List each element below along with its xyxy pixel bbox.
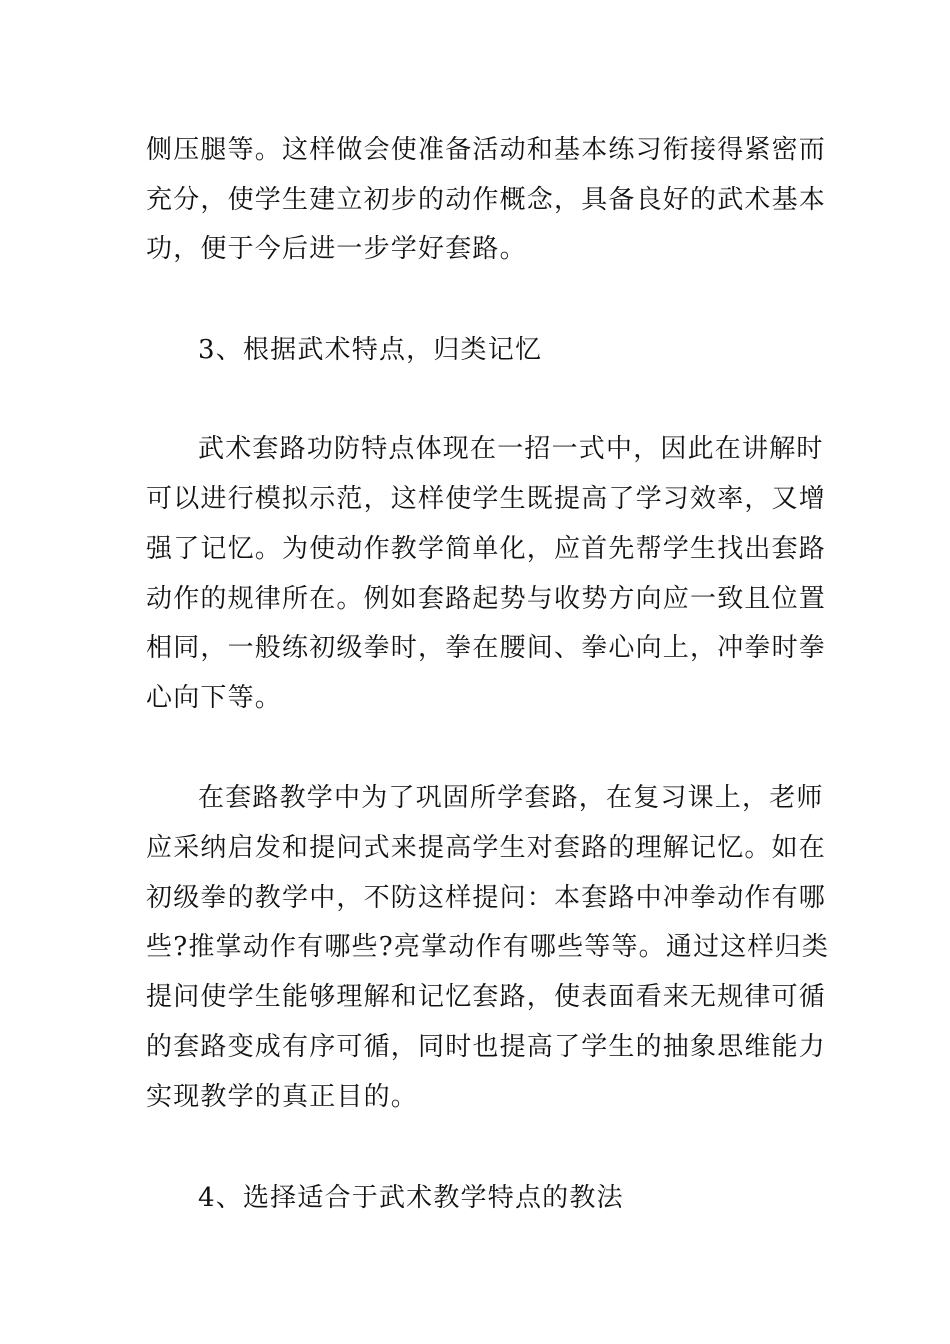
- paragraph-2-line-2: 可以进行模拟示范，这样使学生既提高了学习效率，又增: [146, 484, 827, 514]
- paragraph-1-line-1: 侧压腿等。这样做会使准备活动和基本练习衔接得紧密而: [146, 135, 827, 165]
- paragraph-3-line-1: 在套路教学中为了巩固所学套路，在复习课上，老师: [198, 783, 824, 813]
- paragraph-2-line-1: 武术套路功防特点体现在一招一式中，因此在讲解时: [198, 434, 824, 464]
- paragraph-3-line-3: 初级拳的教学中，不防这样提问：本套路中冲拳动作有哪: [146, 883, 827, 913]
- paragraph-3-line-2: 应采纳启发和提问式来提高学生对套路的理解记忆。如在: [146, 833, 827, 863]
- paragraph-3-line-7: 实现教学的真正目的。: [146, 1082, 419, 1112]
- paragraph-2-line-6: 心向下等。: [146, 683, 283, 713]
- paragraph-1-line-2: 充分，使学生建立初步的动作概念，具备良好的武术基本: [146, 185, 827, 215]
- section-heading-3: 3、根据武术特点，归类记忆: [198, 335, 543, 365]
- paragraph-2-line-5: 相同，一般练初级拳时，拳在腰间、拳心向上，冲拳时拳: [146, 633, 827, 663]
- paragraph-3-line-5: 提问使学生能够理解和记忆套路，使表面看来无规律可循: [146, 982, 827, 1012]
- paragraph-3-line-4: 些?推掌动作有哪些?亮掌动作有哪些等等。通过这样归类: [146, 932, 830, 962]
- paragraph-2-line-3: 强了记忆。为使动作教学简单化，应首先帮学生找出套路: [146, 534, 827, 564]
- paragraph-1-line-3: 功，便于今后进一步学好套路。: [146, 234, 527, 264]
- paragraph-3-line-6: 的套路变成有序可循，同时也提高了学生的抽象思维能力: [146, 1032, 827, 1062]
- section-heading-4: 4、选择适合于武术教学特点的教法: [198, 1183, 624, 1213]
- paragraph-2-line-4: 动作的规律所在。例如套路起势与收势方向应一致且位置: [146, 584, 827, 614]
